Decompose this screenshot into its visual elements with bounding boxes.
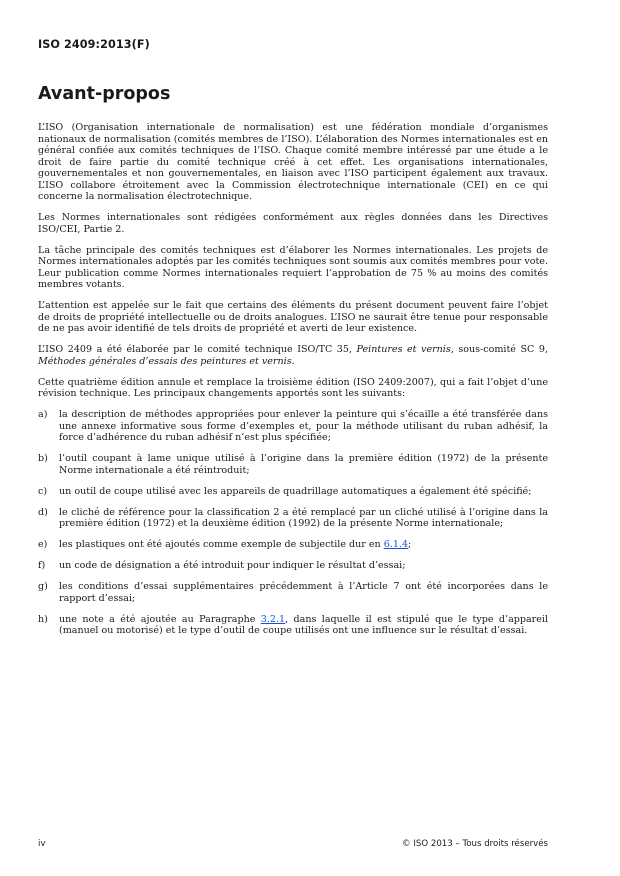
- prepared-by-text: L’ISO 2409 a été élaborée par le comité technique ISO/TC 35,: [38, 344, 357, 355]
- copyright-notice: © ISO 2013 – Tous droits réservés: [402, 839, 548, 849]
- list-item-text: [59, 614, 548, 637]
- list-item: [38, 614, 548, 637]
- list-item-text: un outil de coupe utilisé avec les appareils de quadrillage automatiques a également été spécifié;: [59, 485, 532, 497]
- changes-list: [38, 409, 548, 637]
- list-item-text: la description de méthodes appropriées pour enlever la peinture qui s’écaille a été transférée dans une annexe informative sous forme d’exemples et, pour la méthode utilisant du ruban adhésif, la force d’adhérence du ruban adhésif n’est plus spécifiée;: [59, 409, 548, 443]
- period: .: [291, 355, 295, 367]
- list-item: [38, 453, 548, 476]
- list-item: [38, 486, 548, 498]
- list-item: [38, 409, 548, 444]
- link-3-2-1[interactable]: 3.2.1: [260, 613, 286, 625]
- list-marker: a): [38, 409, 48, 420]
- list-marker: f): [38, 560, 46, 571]
- document-id-header: ISO 2409:2013(F): [38, 38, 150, 51]
- list-item: [38, 539, 548, 551]
- list-item-text: l’outil coupant à lame unique utilisé à l’origine dans la première édition (1972) de la présente Norme internationale a été réintroduit;: [59, 453, 548, 476]
- list-item-text: le cliché de référence pour la classification 2 a été remplacé par un cliché utilisé à l’origine dans la première édition (1972) et la deuxième édition (1992) de la présente Norme internationale;: [59, 506, 548, 529]
- list-item: [38, 507, 548, 530]
- link-6-1-4[interactable]: 6.1.4: [383, 539, 409, 550]
- list-item-text-before: les plastiques ont été ajoutés comme exemple de subjectile dur en: [59, 539, 384, 550]
- subcommittee-text: , sous-comité SC 9,: [450, 344, 548, 355]
- list-marker: b): [38, 453, 48, 464]
- list-item: [38, 560, 548, 572]
- page-number: iv: [38, 839, 46, 849]
- committee-name: Peintures et vernis: [356, 344, 451, 355]
- list-marker: d): [38, 506, 48, 518]
- list-item-text-after: ;: [408, 539, 412, 550]
- page-title: Avant-propos: [38, 84, 171, 104]
- paragraph-prepared-by: [38, 344, 548, 367]
- list-item: [38, 581, 548, 604]
- paragraph-patent-rights: L’attention est appelée sur le fait que certains des éléments du présent document peuvent faire l’objet de droits de propriété intellectuelle ou de droits analogues. L’ISO ne saurait être tenue pour responsable de ne pas avoir identifié de tels droits de propriété et averti de leur existence.: [38, 300, 548, 334]
- subcommittee-name: Méthodes générales d’essais des peintures et vernis: [38, 355, 292, 367]
- list-item-text: [59, 539, 411, 550]
- paragraph-iso-intro: L’ISO (Organisation internationale de normalisation) est une fédération mondiale d’organismes nationaux de normalisation (comités membres de l’ISO). L’élaboration des Normes internationales est en général confiée aux comités techniques de l’ISO. Chaque comité membre intéressé par une étude a le droit de faire partie du comité technique créé à cet effet. Les organisations internationales, gouvernementales et non gouvernementales, en liaison avec l’ISO participent également aux travaux. L’ISO collabore étroitement avec la Commission électrotechnique internationale (CEI) en ce qui concerne la normalisation électrotechnique.: [38, 122, 548, 202]
- paragraph-edition: Cette quatrième édition annule et remplace la troisième édition (ISO 2409:2007), qui a fait l’objet d’une révision technique. Les principaux changements apportés sont les suivants:: [38, 376, 548, 399]
- list-item-text: les conditions d’essai supplémentaires précédemment à l’Article 7 ont été incorporées dans le rapport d’essai;: [59, 581, 548, 604]
- list-marker: h): [38, 613, 48, 625]
- document-body: [38, 122, 548, 646]
- paragraph-directives: Les Normes internationales sont rédigées conformément aux règles données dans les Directives ISO/CEI, Partie 2.: [38, 212, 548, 235]
- list-marker: c): [38, 485, 48, 497]
- list-marker: e): [38, 539, 48, 550]
- list-item-text-before: une note a été ajoutée au Paragraphe: [59, 613, 261, 625]
- list-item-text: un code de désignation a été introduit pour indiquer le résultat d’essai;: [59, 560, 406, 571]
- list-marker: g): [38, 581, 48, 592]
- list-item-text-after: , dans laquelle il est stipulé que le type d’appareil (manuel ou motorisé) et le type d’outil de coupe utilisés ont une influence sur le résultat d’essai.: [59, 613, 548, 636]
- paragraph-technical-committees: La tâche principale des comités techniques est d’élaborer les Normes internationales. Les projets de Normes internationales adoptés par les comités techniques sont soumis aux comités membres pour vote. Leur publication comme Normes internationales requiert l’approbation de 75 % au moins des comités membres votants.: [38, 244, 548, 290]
